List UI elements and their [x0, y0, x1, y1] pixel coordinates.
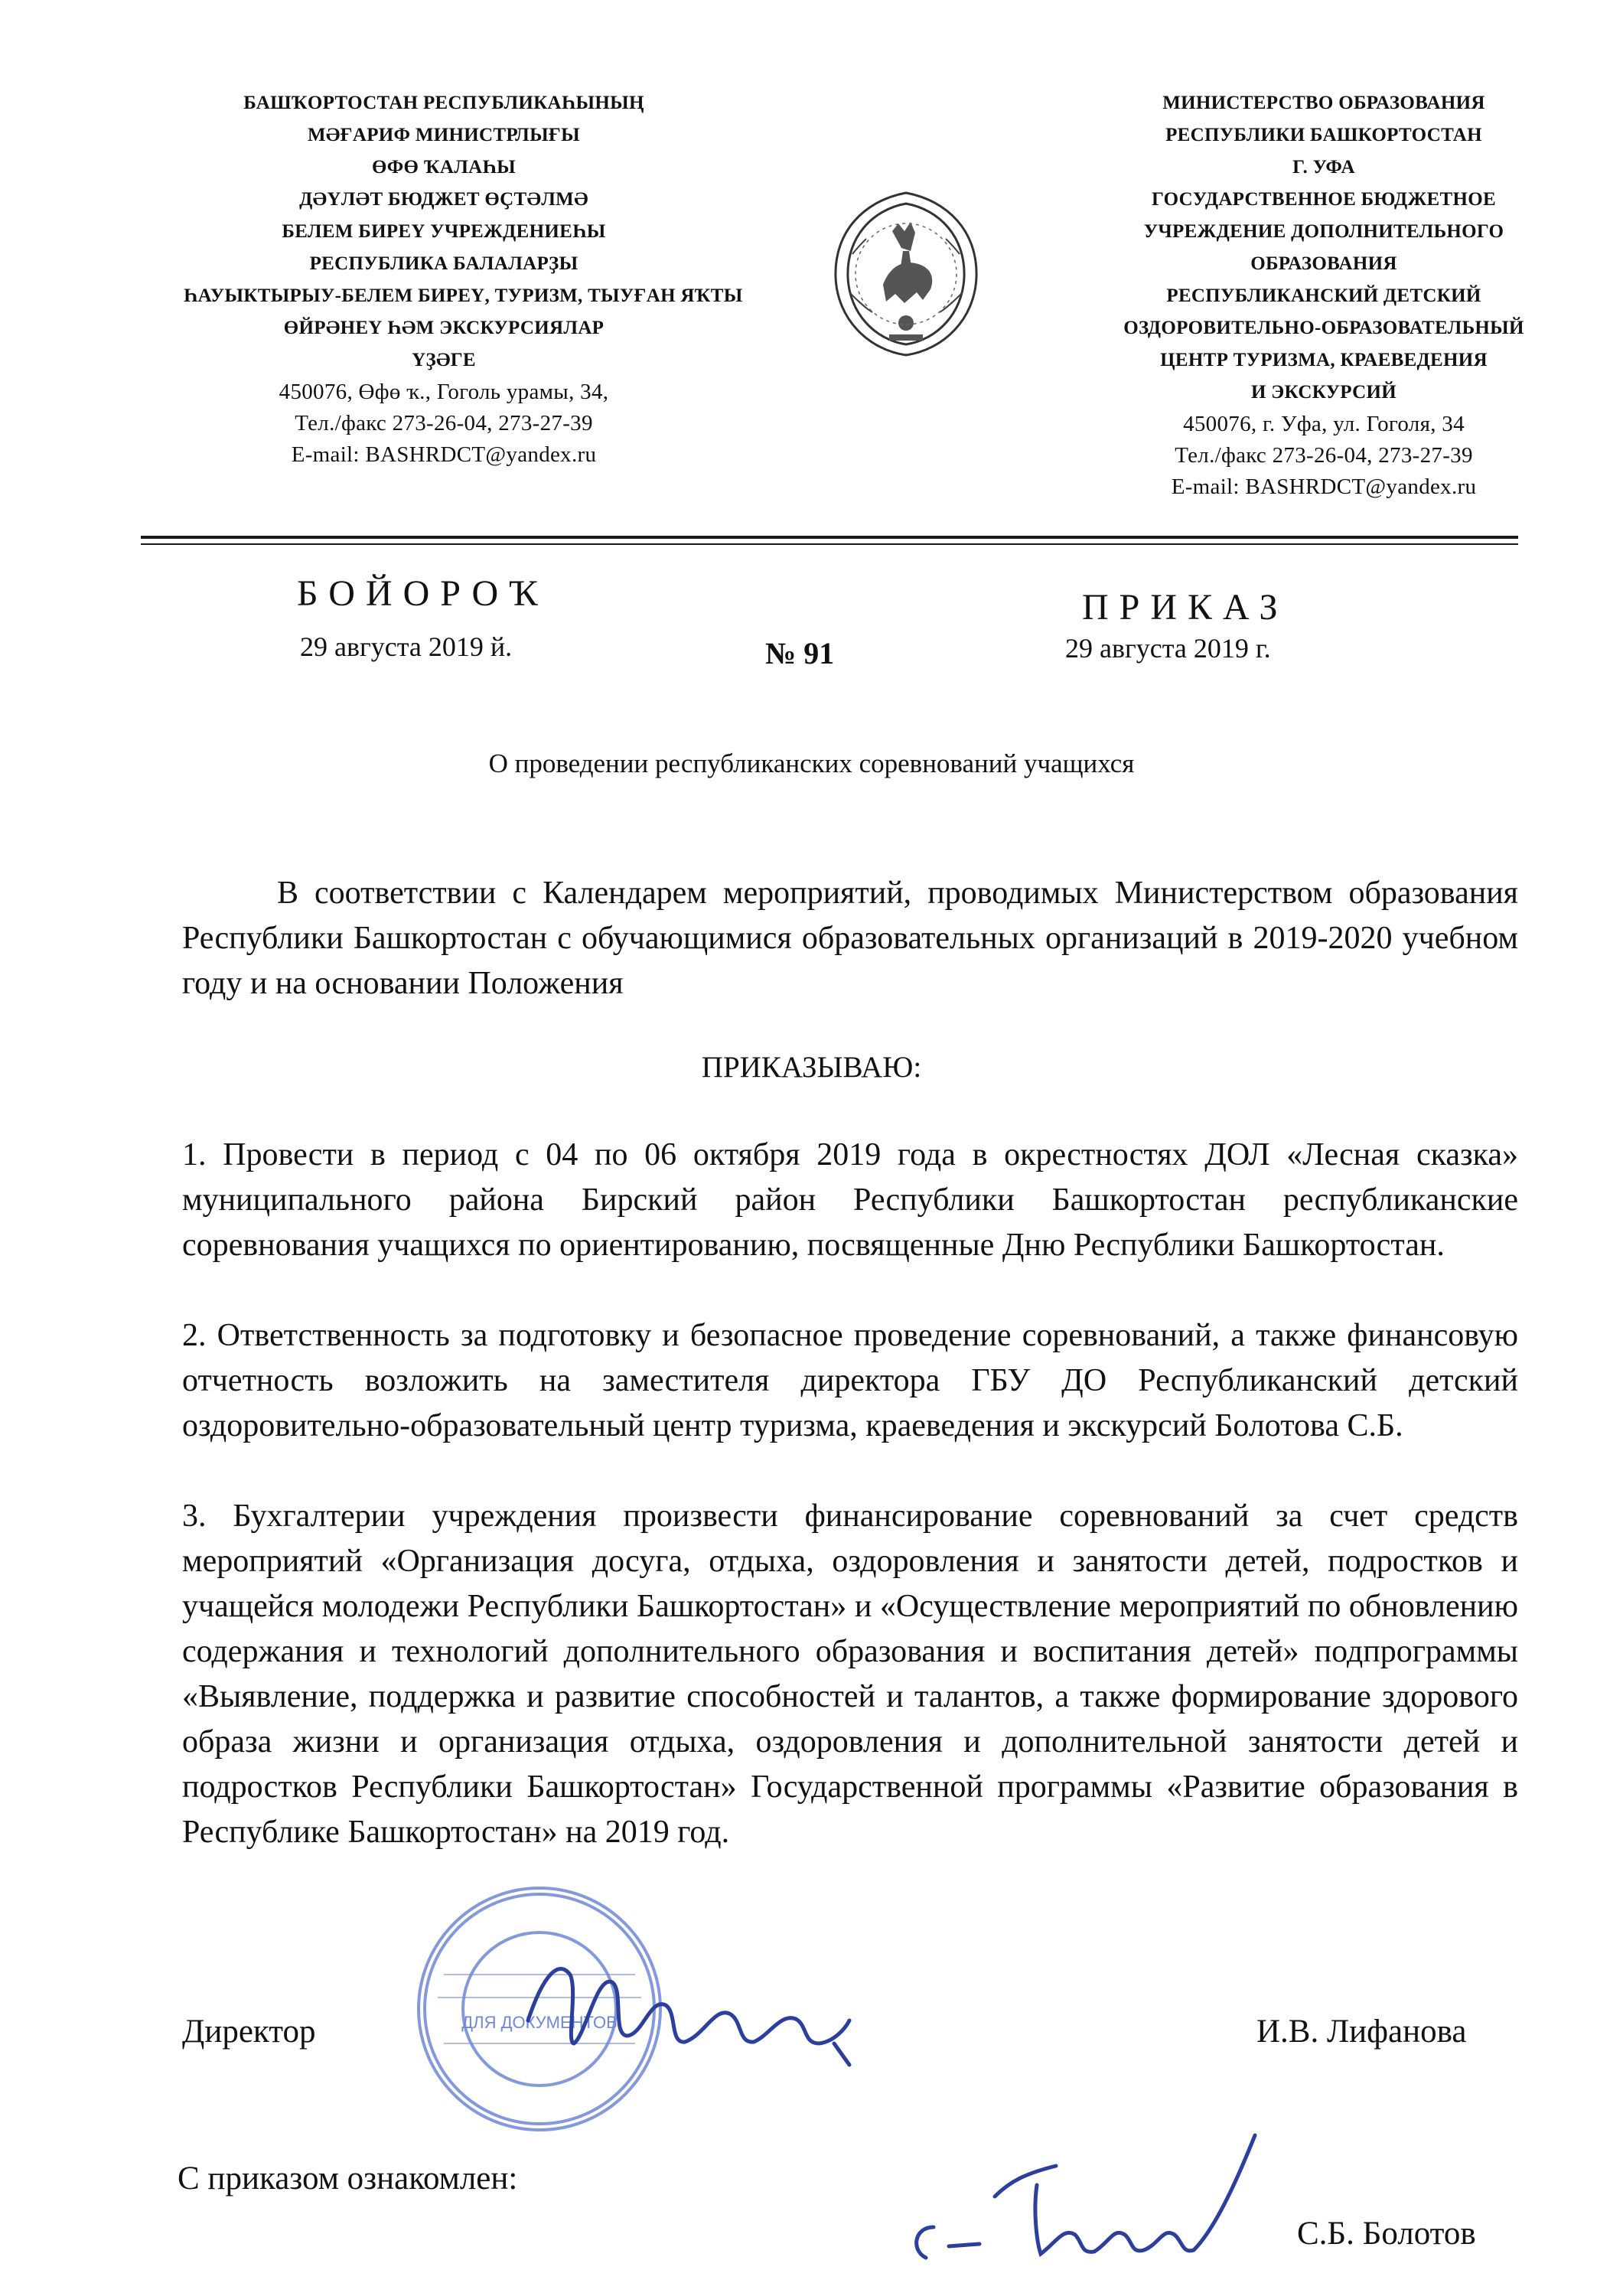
header-right-email: E-mail: BASHRDCT@yandex.ru: [1171, 475, 1477, 499]
stamp-text: ДЛЯ ДОКУМЕНТОВ: [461, 2013, 618, 2032]
body-preamble: В соответствии с Календарем мероприятий, проводимых Министерством образования Республики Башкортостан с обучающимися образовательных организаций в 2019-2020 учебном году и на основании Положения: [182, 876, 1518, 1001]
header-divider-thin: [141, 543, 1518, 545]
header-left-line: ҺАУЫКТЫРЫУ-БЕЛЕМ БИРЕҮ, ТУРИЗМ, ТЫУҒАН ЯҠТЫ: [184, 285, 743, 306]
order-subject: О проведении республиканских соревнований учащихся: [488, 748, 1135, 778]
acquainted-name: С.Б. Болотов: [1297, 2216, 1476, 2252]
coat-of-arms-icon: [819, 178, 993, 369]
header-right-line: ОЗДОРОВИТЕЛЬНО-ОБРАЗОВАТЕЛЬНЫЙ: [1123, 318, 1524, 338]
header-left-line: ӨЙРӘНЕҮ ҺӘМ ЭКСКУРСИЯЛАР: [283, 318, 605, 338]
header-left-line: ДӘҮЛӘТ БЮДЖЕТ ӨҪТӘЛМӘ: [299, 189, 588, 210]
header-right-address: 450076, г. Уфа, ул. Гоголя, 34: [1183, 412, 1465, 436]
director-name: И.В. Лифанова: [1256, 2014, 1467, 2050]
header-left-line: БЕЛЕМ БИРЕҮ УЧРЕЖДЕНИЕҺЫ: [282, 221, 606, 242]
header-right-line: ЦЕНТР ТУРИЗМА, КРАЕВЕДЕНИЯ: [1160, 350, 1488, 370]
header-left-phone: Тел./факс 273-26-04, 273-27-39: [295, 411, 593, 435]
header-right-line: ОБРАЗОВАНИЯ: [1250, 253, 1397, 274]
header-right-line: МИНИСТЕРСТВО ОБРАЗОВАНИЯ: [1162, 93, 1485, 113]
header-left-line: ҮҘӘГЕ: [412, 350, 476, 370]
director-label: Директор: [182, 2014, 316, 2050]
header-left-line: ӨФӨ ҠАЛАҺЫ: [372, 157, 516, 178]
header-left-line: МӘҒАРИФ МИНИСТРЛЫҒЫ: [308, 125, 580, 145]
header-right-line: УЧРЕЖДЕНИЕ ДОПОЛНИТЕЛЬНОГО: [1143, 221, 1504, 242]
order-title-bashkir: БОЙОРОҠ: [297, 573, 549, 614]
header-right-line: РЕСПУБЛИКИ БАШКОРТОСТАН: [1165, 125, 1482, 145]
header-divider: [141, 536, 1518, 539]
header-right-line: И ЭКСКУРСИЙ: [1250, 382, 1396, 403]
header-left-email: E-mail: BASHRDCT@yandex.ru: [291, 442, 597, 467]
acquainted-label: С приказом ознакомлен:: [178, 2161, 518, 2197]
header-right-line: Г. УФА: [1292, 157, 1355, 178]
header-right-block: [1056, 87, 1592, 503]
order-number: № 91: [765, 636, 835, 670]
header-right-phone: Тел./факс 273-26-04, 273-27-39: [1175, 443, 1473, 468]
header-left-block: [184, 87, 743, 471]
header-left-line: БАШҠОРТОСТАН РЕСПУБЛИКАҺЫНЫҢ: [243, 93, 644, 113]
director-signature: [497, 1929, 865, 2082]
header-left-line: РЕСПУБЛИКА БАЛАЛАРҘЫ: [309, 253, 578, 274]
acquainted-signature: [880, 2112, 1278, 2281]
order-title-russian: ПРИКАЗ: [1082, 587, 1289, 628]
header-left-address: 450076, Өфө ҡ., Гоголь урамы, 34,: [279, 380, 609, 404]
order-directive: ПРИКАЗЫВАЮ:: [701, 1051, 922, 1084]
header-right-line: РЕСПУБЛИКАНСКИЙ ДЕТСКИЙ: [1166, 285, 1481, 306]
order-item-2: 2. Ответственность за подготовку и безопасное проведение соревнований, а также финансовую отчетность возложить на заместителя директора ГБУ ДО Республиканский детский оздоровительно-образовательный центр туризма, краеведения и экскурсий Болотова С.Б.: [182, 1318, 1518, 1443]
header-right-line: ГОСУДАРСТВЕННОЕ БЮДЖЕТНОЕ: [1152, 189, 1496, 210]
order-date-bashkir: 29 августа 2019 й.: [300, 631, 513, 662]
order-item-1: 1. Провести в период с 04 по 06 октября 2019 года в окрестностях ДОЛ «Лесная сказка» муниципального района Бирский район Республики Башкортостан республиканские соревнования учащихся по ориентированию, посвященные Дню Республики Башкортостан.: [182, 1137, 1518, 1263]
order-item-3: 3. Бухгалтерии учреждения произвести финансирование соревнований за счет средств мероприятий «Организация досуга, отдыха, оздоровления и занятости детей, подростков и учащейся молодежи Республики Башкортостан» и «Осуществление мероприятий по обновлению содержания и технологий дополнительного образования и воспитания детей» подпрограммы «Выявление, поддержка и развитие способностей и талантов, а также формирование здорового образа жизни и организация отдыха, оздоровления и дополнительной занятости детей и подростков Республики Башкортостан» Государственной программы «Развитие образования в Республике Башкортостан» на 2019 год.: [182, 1499, 1518, 1850]
order-date-russian: 29 августа 2019 г.: [1065, 633, 1271, 664]
